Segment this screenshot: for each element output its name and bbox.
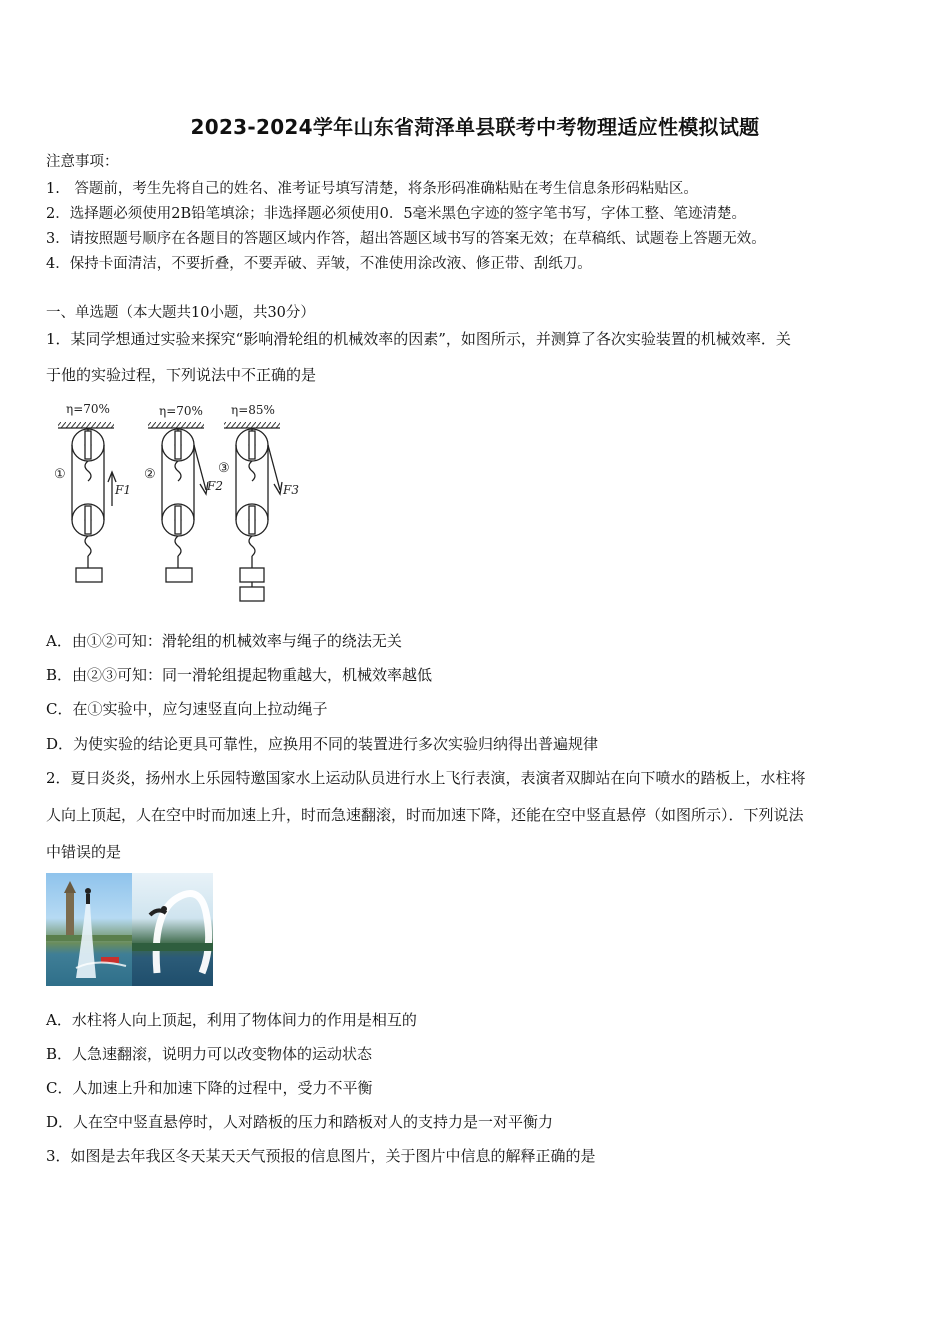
notice-item: 2．选择题必须使用2B铅笔填涂；非选择题必须使用0．5毫米黑色字迹的签字笔书写，字体工整、笔迹清楚。 (46, 206, 747, 222)
pulley-figure (46, 398, 316, 608)
question-2-option-b: B．人急速翻滚，说明力可以改变物体的运动状态 (46, 1045, 373, 1063)
question-1-stem: 1．某同学想通过实验来探究“影响滑轮组的机械效率的因素”，如图所示，并测算了各次实验装置的机械效率．关 (46, 330, 791, 348)
photo-panel-left (46, 873, 132, 986)
eta-label-2: η=70% (159, 404, 203, 418)
question-2-option-c: C．人加速上升和加速下降的过程中，受力不平衡 (46, 1079, 373, 1097)
setup-label-1: ① (54, 467, 66, 482)
pulley-setup-2 (148, 422, 208, 582)
photo-panel-right (132, 873, 213, 986)
pulley-setup-3 (224, 422, 282, 601)
eta-label-1: η=70% (66, 402, 110, 416)
question-1-stem: 于他的实验过程，下列说法中不正确的是 (46, 366, 317, 384)
section-heading: 一、单选题（本大题共10小题，共30分） (46, 305, 315, 321)
notice-item: 4．保持卡面清洁，不要折叠，不要弄破、弄皱，不准使用涂改液、修正带、刮纸刀。 (46, 256, 592, 272)
question-1-option-c: C．在①实验中，应匀速竖直向上拉动绳子 (46, 700, 328, 718)
pulley-setup-1 (58, 422, 116, 582)
question-2-option-d: D．人在空中竖直悬停时，人对踏板的压力和踏板对人的支持力是一对平衡力 (46, 1113, 554, 1131)
question-3-stem: 3．如图是去年我区冬天某天天气预报的信息图片，关于图片中信息的解释正确的是 (46, 1147, 596, 1165)
notice-item: 3．请按照题号顺序在各题目的答题区域内作答，超出答题区域书写的答案无效；在草稿纸、试题卷上答题无效。 (46, 231, 766, 247)
force-label-1: F1 (115, 483, 131, 497)
flyboard-photo (46, 873, 213, 986)
setup-label-2: ② (144, 467, 156, 482)
question-2-stem: 中错误的是 (46, 843, 122, 861)
eta-label-3: η=85% (231, 403, 275, 417)
setup-label-3: ③ (218, 461, 230, 476)
question-2-stem: 2．夏日炎炎，扬州水上乐园特邀国家水上运动队员进行水上飞行表演，表演者双脚站在向下喷水的踏板上，水柱将 (46, 769, 806, 787)
notice-item: 1. 答题前，考生先将自己的姓名、准考证号填写清楚，将条形码准确粘贴在考生信息条形码粘贴区。 (46, 181, 698, 197)
question-1-option-d: D．为使实验的结论更具可靠性，应换用不同的装置进行多次实验归纳得出普遍规律 (46, 735, 599, 753)
force-label-3: F3 (283, 483, 299, 497)
question-1-option-a: A．由①②可知：滑轮组的机械效率与绳子的绕法无关 (46, 632, 402, 650)
question-1-option-b: B．由②③可知：同一滑轮组提起物重越大，机械效率越低 (46, 666, 433, 684)
question-2-option-a: A．水柱将人向上顶起，利用了物体间力的作用是相互的 (46, 1011, 417, 1029)
page-title: 2023-2024学年山东省菏泽单县联考中考物理适应性模拟试题 (190, 115, 760, 139)
force-label-2: F2 (207, 479, 223, 493)
question-2-stem: 人向上顶起，人在空中时而加速上升，时而急速翻滚，时而加速下降，还能在空中竖直悬停（如图所示）．下列说法 (46, 806, 804, 824)
notice-heading: 注意事项： (46, 154, 119, 170)
